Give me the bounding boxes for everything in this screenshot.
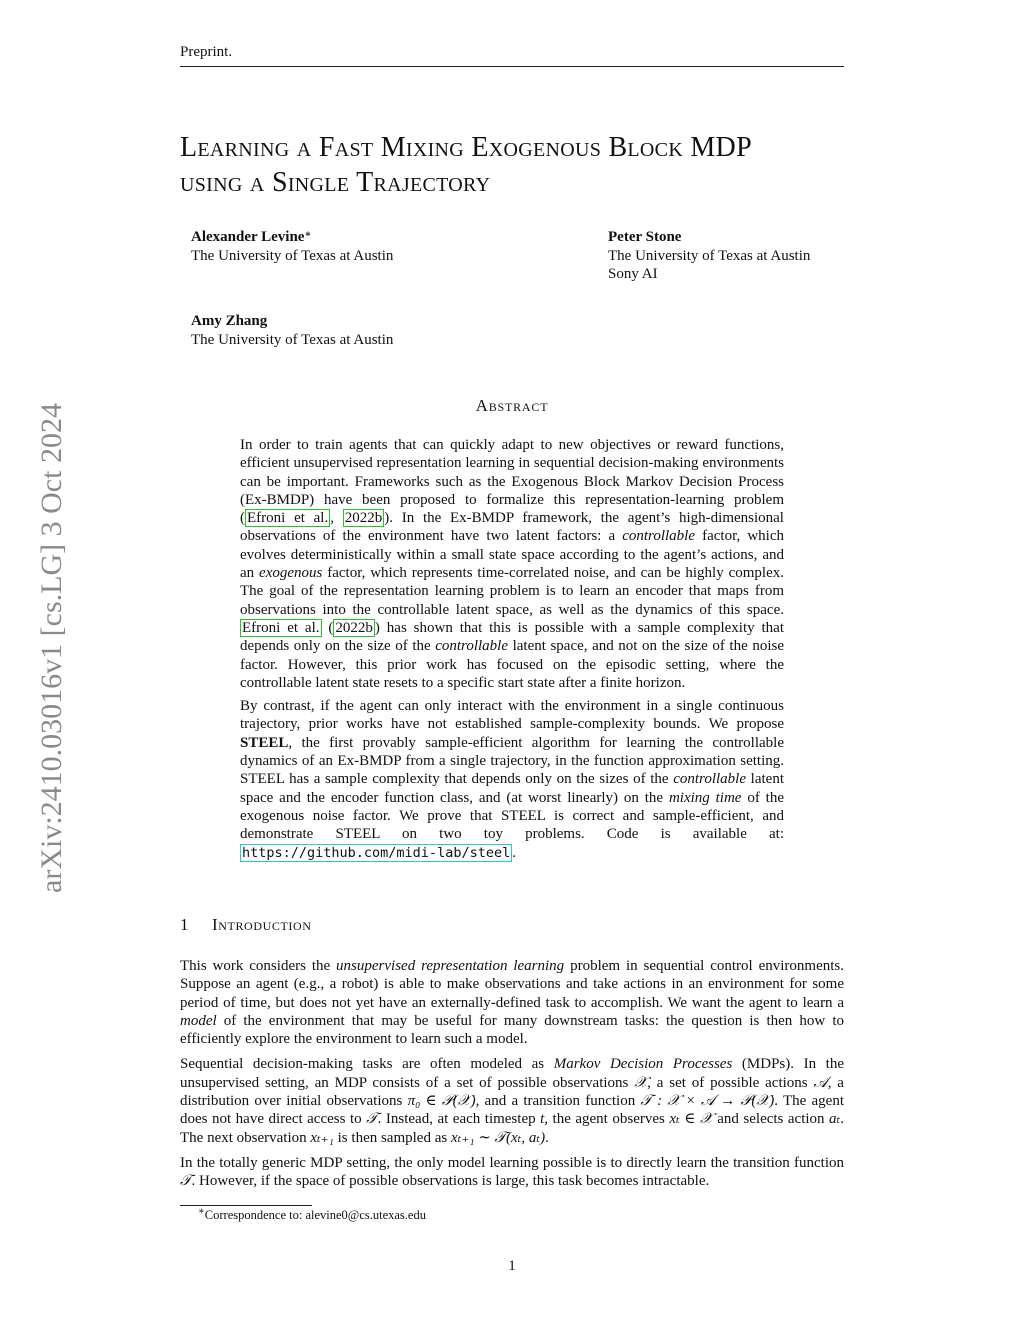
- citation-link[interactable]: 2022b: [335, 619, 373, 636]
- abstract-body: [240, 436, 784, 867]
- citation-link[interactable]: Efroni et al.: [247, 510, 329, 527]
- section-number: 1: [180, 915, 190, 934]
- body-paragraph-2: Sequential decision-making tasks are often modeled as Markov Decision Processes (MDPs). In the unsupervised setting, an MDP consists of a set of possible observations 𝒳, a set of possible actions 𝒜, a distribution over initial observations π₀ ∈ 𝒫(𝒳), and a transition function 𝒯 : 𝒳 × 𝒜 → 𝒫(𝒳). The agent does not have direct access to 𝒯. Instead, at each timestep t, the agent observes xₜ ∈ 𝒳 and selects action aₜ. The next observation xₜ₊₁ is then sampled as xₜ₊₁ ∼ 𝒯(xₜ, aₜ).: [180, 1056, 844, 1146]
- author-name: Peter Stone: [608, 229, 682, 245]
- author-name: Amy Zhang: [191, 313, 268, 329]
- abstract-paragraph-1: In order to train agents that can quickly adapt to new objectives or reward functions, efficient unsupervised representation learning in sequential decision-making environments can be important. Frameworks such as the Exogenous Block Markov Decision Process (Ex-BMDP) have been proposed to formalize this representation-learning problem ( Efroni et al. , 2022b ). In the Ex-BMDP framework, the agent’s high-dimensional observations of the environment have two latent factors: a controllable factor, which evolves deterministically within a small state space according to the agent’s actions, and an exogenous factor, which represents time-correlated noise, and can be highly complex. The goal of the representation learning problem is to learn an encoder that maps from observations into the controllable latent space, as well as the dynamics of this space. Efroni et al. ( 2022b ) has shown that this is possible with a sample complexity that depends only on the size of the controllable latent space, and not on the size of the noise factor. However, this prior work has focused on the episodic setting, where the controllable latent state resets to a specific start state after a finite horizon.: [240, 437, 784, 691]
- title-line-2: using a Single Trajectory: [180, 167, 491, 198]
- author-block-levine: [191, 228, 393, 265]
- running-header: Preprint.: [180, 44, 233, 60]
- author-affiliation: The University of Texas at Austin: [608, 247, 811, 264]
- section-title: Introduction: [212, 915, 312, 934]
- page-number: 1: [508, 1258, 516, 1274]
- abstract-paragraph-2: By contrast, if the agent can only interact with the environment in a single continuous trajectory, prior works have not established sample-complexity bounds. We propose STEEL, the first provably sample-efficient algorithm for learning the controllable dynamics of an Ex-BMDP from a single trajectory, in the function approximation setting. STEEL has a sample complexity that depends only on the sizes of the controllable latent space and the encoder function class, and (at worst linearly) on the mixing time of the exogenous noise factor. We prove that STEEL is correct and sample-efficient, and demonstrate STEEL on two toy problems. Code is available at: https://github.com/midi-lab/steel .: [240, 698, 784, 861]
- footnote: ∗Correspondence to: alevine0@cs.utexas.edu: [198, 1206, 426, 1222]
- author-block-stone: [608, 228, 810, 284]
- author-affiliation: The University of Texas at Austin: [191, 331, 394, 348]
- arxiv-identifier: arXiv:2410.03016v1 [cs.LG] 3 Oct 2024: [35, 403, 68, 893]
- author-name: Alexander Levine∗: [191, 229, 312, 245]
- author-affiliation: The University of Texas at Austin: [191, 247, 394, 264]
- section-body: [180, 957, 844, 1198]
- body-paragraph-1: This work considers the unsupervised representation learning problem in sequential control environments. Suppose an agent (e.g., a robot) is able to make observations and take actions in an environment for some period of time, but does not yet have an externally-defined task to accomplish. We want the agent to learn a model of the environment that may be useful for many downstream tasks: the question is then how to efficiently explore the environment to learn such a model.: [180, 958, 844, 1048]
- footnote-marker: ∗: [304, 229, 312, 240]
- abstract-heading: Abstract: [475, 396, 549, 415]
- author-affiliation-2: Sony AI: [608, 266, 658, 282]
- paper-title: [180, 130, 850, 200]
- code-url-link[interactable]: https://github.com/midi-lab/steel: [242, 844, 511, 861]
- author-block-zhang: [191, 312, 393, 349]
- title-line-1: Learning a Fast Mixing Exogenous Block MDP: [180, 132, 752, 163]
- header-rule: [180, 66, 844, 67]
- section-heading: [180, 915, 312, 935]
- body-paragraph-3: In the totally generic MDP setting, the only model learning possible is to directly learn the transition function 𝒯. However, if the space of possible observations is large, this task becomes intractable.: [180, 1154, 844, 1190]
- citation-link[interactable]: Efroni et al.: [242, 619, 320, 636]
- citation-link[interactable]: 2022b: [344, 510, 383, 527]
